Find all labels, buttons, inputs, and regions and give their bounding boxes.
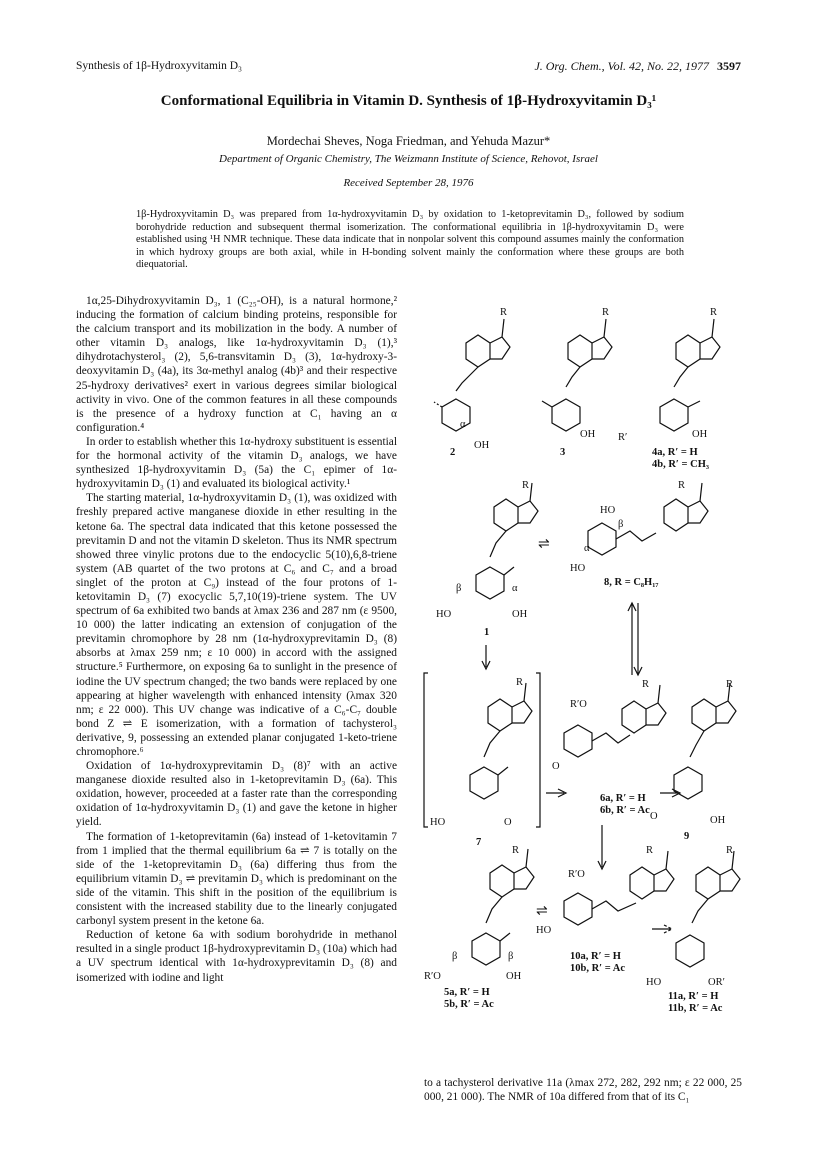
svg-text:HO: HO (646, 977, 662, 988)
alpha-label: α (460, 419, 466, 430)
page-number: 3597 (717, 59, 741, 73)
r-label: R (500, 307, 508, 318)
structure-4 (618, 307, 720, 470)
svg-text:α: α (584, 543, 590, 554)
svg-text:OH: OH (692, 429, 708, 440)
svg-text:5b, R′ = Ac: 5b, R′ = Ac (444, 999, 494, 1010)
body-left-column (76, 294, 397, 985)
oh-label: OH (474, 440, 490, 451)
structure-3 (542, 307, 612, 458)
structure-2 (434, 307, 510, 458)
svg-text:1: 1 (484, 627, 490, 638)
svg-text:R: R (678, 480, 686, 491)
svg-text:6b, R′ = Ac: 6b, R′ = Ac (600, 805, 650, 816)
paragraph: In order to establish whether this 1α-hydroxy substituent is essential for the hormonal activity of the vitamin D₃ analogs, we have synthesized 1β-hydroxyvitamin D₃ (5a) the C₁ epimer of 1α-hydroxyvitamin D₃ (1) and evaluated its biological activity.¹ (76, 435, 397, 491)
svg-text:11b, R′ = Ac: 11b, R′ = Ac (668, 1003, 723, 1014)
svg-text:β: β (618, 519, 624, 530)
article-title: Conformational Equilibria in Vitamin D. Synthesis of 1β-Hydroxyvitamin D₃¹ (160, 93, 657, 109)
paragraph: Oxidation of 1α-hydroxyprevitamin D₃ (8)⁷ with an active manganese dioxide resulted also in 1-ketoprevitamin D₃ (6a). This oxidation, however, proceeded at a faster rate than the corresponding oxidation of 1α-hydroxyvitamin D₃ (1) and gave the ketone in higher yield. (76, 760, 397, 829)
svg-text:10a, R′ = H: 10a, R′ = H (570, 951, 621, 962)
svg-text:9: 9 (684, 831, 690, 842)
journal-name: J. Org. Chem., Vol. 42, No. 22, 1977 (534, 59, 709, 73)
svg-text:R: R (646, 845, 654, 856)
structure-8 (570, 480, 708, 588)
svg-text:4b, R′ = CH₃: 4b, R′ = CH₃ (652, 459, 710, 470)
svg-text:R′: R′ (618, 432, 628, 443)
svg-text:10b, R′ = Ac: 10b, R′ = Ac (570, 963, 626, 974)
svg-text:O: O (650, 811, 658, 822)
structure-1 (436, 480, 538, 638)
reaction-scheme (420, 295, 750, 1060)
svg-text:OH: OH (512, 609, 528, 620)
svg-text:O: O (504, 817, 512, 828)
paragraph: The starting material, 1α-hydroxyvitamin D₃ (1), was oxidized with freshly prepared active manganese dioxide in ether resulting in the ketone 6a. The spectral data indicated that this ketone possessed the previtamin D and not the vitamin D skeleton. Thus its NMR spectrum showed three vinylic protons due to the endocyclic 5(10),6,8-triene system (AB quartet of the two protons at C₆ and C₇ and a broad singlet of the proton at C₉) instead of the four protons of 1-ketovitamin D₃ (7) exocyclic 5,7,10(19)-triene system. The UV spectrum of 6a exhibited two bands at λmax 236 and 287 nm (ε 9500, 10 000) the latter indicating an extension of conjugation of the previtamin chromophore by 28 nm (1α-hydroxyprevitamin D₃ (8) absorbs at λmax 259 nm; ε 10 000) in accord with the assigned structure.⁵ Furthermore, on exposing 6a to sunlight in the presence of iodine the UV spectrum changed; the two bands were replaced by one appearing at higher wavelength with enhanced intensity (λmax 320 nm; ε 22 000). This UV change was indicative of a C₆-C₇ double bond Z ⇌ E isomerization, with a formation of tachysterol₃ derivative, 9, possessing an extended planar conjugated 1-keto-triene chromophore.⁶ (76, 492, 397, 758)
svg-text:HO: HO (600, 505, 616, 516)
bracket-left (424, 673, 428, 827)
structure-9 (650, 679, 736, 842)
author-list: Mordechai Sheves, Noga Friedman, and Yehuda Mazur* (266, 134, 551, 148)
svg-text:6a, R′ = H: 6a, R′ = H (600, 793, 646, 804)
svg-text:α: α (512, 583, 518, 594)
bracket-right (536, 673, 540, 827)
paragraph: Reduction of ketone 6a with sodium borohydride in methanol resulted in a single product 1β-hydroxyprevitamin D₃ (10a) which had a UV spectrum identical with 1α-hydroxyprevitamin D₃ (8) and isomerized with iodine and light (76, 929, 397, 984)
svg-text:11a, R′ = H: 11a, R′ = H (668, 991, 719, 1002)
structure-10 (536, 845, 674, 974)
svg-text:OH: OH (506, 971, 522, 982)
svg-text:R: R (710, 307, 718, 318)
svg-text:3: 3 (560, 447, 566, 458)
svg-text:8, R = C₈H₁₇: 8, R = C₈H₁₇ (604, 577, 659, 588)
svg-text:β: β (508, 951, 514, 962)
svg-text:R′O: R′O (424, 971, 441, 982)
svg-text:R: R (512, 845, 520, 856)
svg-text:R′O: R′O (568, 869, 585, 880)
paragraph: 1α,25-Dihydroxyvitamin D₃, 1 (C₂₅-OH), is a natural hormone,² inducing the formation of calcium binding proteins, responsible for the calcium transport and its mobilization in the body. A number of other vitamin D₃ analogs, like 1α-hydroxyvitamin D₃ (1),³ dihydrotachysterol₃ (2), 5,6-transvitamin D₃ (3), 1α-hydroxy-3-deoxyvitamin D₃ (4a), its 3α-methyl analog (4b)³ and their respective 25-hydroxy derivatives² exert in various degrees similar biological activity in vivo. One of the common features in all these compounds is the presence of a hydroxy function at C₁ having an α configuration.⁴ (76, 295, 397, 434)
svg-text:R′O: R′O (570, 699, 587, 710)
svg-text:HO: HO (430, 817, 446, 828)
svg-text:OH: OH (710, 815, 726, 826)
equilibrium-arrow: ⇌ (536, 904, 548, 919)
body-right-column-tail: to a tachysterol derivative 11a (λmax 272, 282, 292 nm; ε 22 000, 25 000, 21 000). The NMR of 10a differed from that of its C₁ (424, 1077, 742, 1104)
svg-text:HO: HO (436, 609, 452, 620)
svg-text:R: R (516, 677, 524, 688)
reaction-arrows (482, 603, 680, 933)
compound-label: 2 (450, 447, 456, 458)
equilibrium-arrow: ⇌ (538, 537, 550, 552)
svg-text:OH: OH (580, 429, 596, 440)
svg-text:4a, R′ = H: 4a, R′ = H (652, 447, 698, 458)
svg-text:R: R (726, 845, 734, 856)
paragraph: The formation of 1-ketoprevitamin (6a) instead of 1-ketovitamin 7 from 1 implied that the thermal equilibrium 6a ⇌ 7 is totally on the side of the 1-ketoprevitamin D₃ (6a) differing thus from the equilibrium vitamin D₃ ⇌ previtamin D₃ which is predominant on the side of the vitamin. This shift in the position of the equilibrium is consistent with the increased stability due to the linearly conjugated carbonyl system present in the ketone 6a. (76, 830, 397, 928)
abstract: 1β-Hydroxyvitamin D₃ was prepared from 1α-hydroxyvitamin D₃ by oxidation to 1-ketoprevitamin D₃, followed by sodium borohydride reduction and subsequent thermal isomerization. The conformational equilibria in 1β-hydroxyvitamin D₃ were established using ¹H NMR technique. These data indicate that in nonpolar solvent this compound assumes mainly the conformation in which hydroxy groups are both axial, while in H-bonding solvent mainly the conformation where these groups are both diequatorial. (136, 209, 684, 270)
structure-7 (430, 677, 532, 848)
svg-text:OR′: OR′ (708, 977, 725, 988)
journal-citation (534, 59, 741, 74)
svg-text:R: R (726, 679, 734, 690)
svg-text:HO: HO (536, 925, 552, 936)
svg-text:O: O (552, 761, 560, 772)
received-date: Received September 28, 1976 (343, 177, 474, 189)
svg-text:β: β (456, 583, 462, 594)
running-title: Synthesis of 1β-Hydroxyvitamin D₃ (76, 60, 243, 72)
affiliation: Department of Organic Chemistry, The Weizmann Institute of Science, Rehovot, Israel (219, 153, 598, 165)
svg-text:β: β (452, 951, 458, 962)
svg-text:5a, R′ = H: 5a, R′ = H (444, 987, 490, 998)
svg-text:R: R (602, 307, 610, 318)
structure-6 (552, 679, 666, 816)
svg-text:7: 7 (476, 837, 482, 848)
svg-text:HO: HO (570, 563, 586, 574)
structure-5 (424, 845, 534, 1010)
svg-text:R: R (522, 480, 530, 491)
svg-text:R: R (642, 679, 650, 690)
